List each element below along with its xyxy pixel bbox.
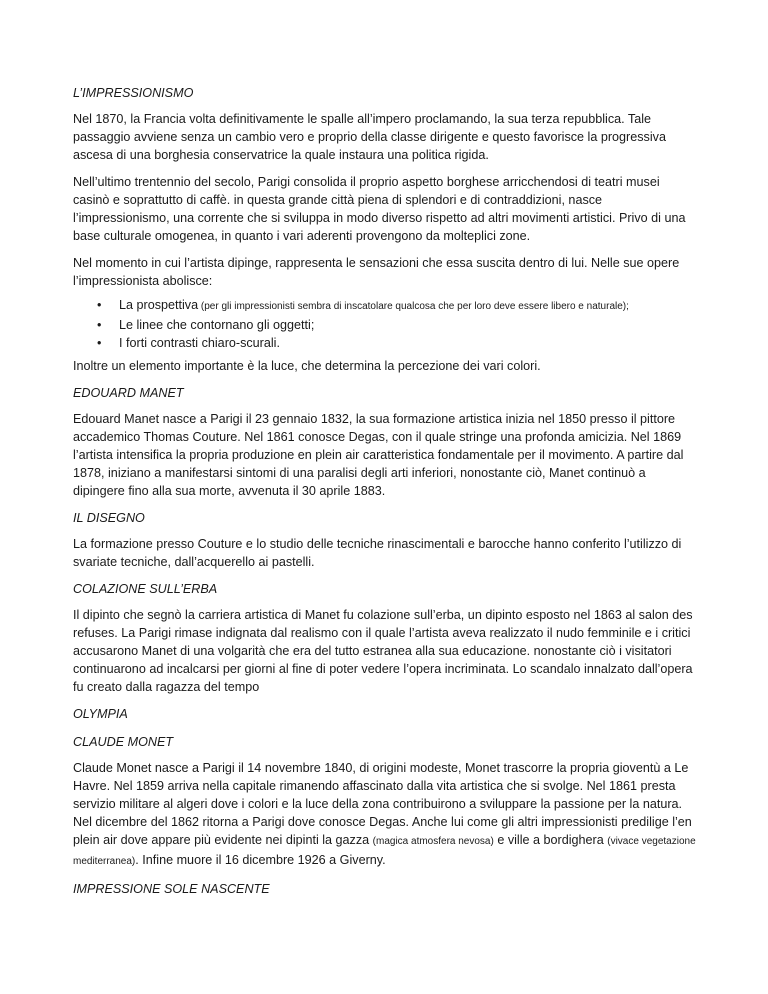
paragraph-monet-text: Claude Monet nasce a Parigi il 14 novembre 1840, di origini modeste, Monet trascorre la propria gioventù a Le Havre. Nel 1859 arriva nella capitale rimanendo affascinato dalla vita artistica che si svolge. Nel 1861 presta servizio militare al algeri dove i colori e la luce della zona contribuirono a sviluppare la passione per la natura. Nel dicembre del 1862 ritorna a Parigi dove conosce Degas. Anche lui come gli altri impressionisti predilige l’en plein air dove appare più evidente nei dipinti la gazza: [73, 761, 692, 847]
heading-olympia: OLYMPIA: [73, 707, 128, 721]
list-item-lead: La prospettiva: [119, 298, 199, 312]
heading-manet: EDOUARD MANET: [73, 386, 184, 400]
bullet-icon: •: [97, 318, 102, 332]
list-item: [97, 316, 698, 334]
list-item-note: (per gli impressionisti sembra di inscatolare qualcosa che per loro deve essere libero e naturale);: [198, 301, 629, 312]
paragraph-monet-text-end: . Infine muore il 16 dicembre 1926 a Giverny.: [135, 853, 386, 867]
heading-monet: CLAUDE MONET: [73, 735, 174, 749]
paragraph-monet-text-bordighera: e ville a bordighera: [493, 833, 608, 847]
heading-impressione: IMPRESSIONE SOLE NASCENTE: [73, 882, 270, 896]
paragraph-monet-note-gazza: (magica atmosfera nevosa): [372, 836, 494, 847]
list-item: [97, 334, 698, 352]
paragraph-manet: Edouard Manet nasce a Parigi il 23 gennaio 1832, la sua formazione artistica inizia nel 1850 presso il pittore accademico Thomas Couture. Nel 1861 conosce Degas, con il quale stringe una profonda amicizia. Nel 1869 l’artista intensifica la propria produzione en plein air caratteristica fondamentale per il movimento. A partire dal 1878, iniziano a manifestarsi sintomi di una paralisi degli arti inferiori, nonostante ciò, Manet continuò a dipingere fino alla sua morte, avvenuta il 30 aprile 1883.: [73, 412, 684, 498]
bullet-icon: •: [97, 336, 102, 350]
paragraph-monet: [73, 759, 698, 871]
paragraph-disegno: La formazione presso Couture e lo studio delle tecniche rinascimentali e barocche hanno conferito l’utilizzo di svariate tecniche, dall’acquerello ai pastelli.: [73, 537, 682, 569]
heading-disegno: IL DISEGNO: [73, 511, 145, 525]
list-item-lead: I forti contrasti chiaro-scurali.: [119, 336, 280, 350]
heading-impressionismo: L’IMPRESSIONISMO: [73, 86, 194, 100]
abolished-list: [73, 296, 698, 352]
paragraph-intro: Nel 1870, la Francia volta definitivamente le spalle all’impero proclamando, la sua terza repubblica. Tale passaggio avviene senza un cambio vero e proprio della classe dirigente e questo favorisce la progressiva ascesa di una borghesia conservatrice la quale instaura una politica rigida.: [73, 112, 666, 162]
bullet-icon: •: [97, 298, 102, 312]
paragraph-monet-note-bordighera: (vivace vegetazione mediterranea): [73, 836, 696, 867]
list-item: [97, 296, 698, 316]
list-item-lead: Le linee che contornano gli oggetti;: [119, 318, 315, 332]
paragraph-parigi: Nell’ultimo trentennio del secolo, Parigi consolida il proprio aspetto borghese arricchendosi di teatri musei casinò e soprattutto di caffè. in questa grande città piena di splendori e di contraddizioni, nasce l’impressionismo, una corrente che si sviluppa in modo diverso rispetto ad altri movimenti artistici. Privo di una base culturale omogenea, in quanto i vari aderenti provengono da molteplici zone.: [73, 175, 686, 243]
paragraph-luce: Inoltre un elemento importante è la luce, che determina la percezione dei vari colori.: [73, 359, 541, 373]
heading-colazione: COLAZIONE SULL’ERBA: [73, 582, 218, 596]
paragraph-sensazioni: Nel momento in cui l’artista dipinge, rappresenta le sensazioni che essa suscita dentro di lui. Nelle sue opere l’impressionista abolisce:: [73, 256, 680, 288]
paragraph-colazione: Il dipinto che segnò la carriera artistica di Manet fu colazione sull’erba, un dipinto esposto nel 1863 al salon des refuses. La Parigi rimase indignata dal realismo con il quale l’artista aveva realizzato il nudo femminile e i critici accusarono Manet di una volgarità che era del tutto estranea alla sua educazione. nonostante ciò i visitatori continuarono ad incalcarsi per giorni al fine di poter vedere l’opera incriminata. Lo scandalo innalzato dall’opera fu creato dalla ragazza del tempo: [73, 608, 693, 694]
